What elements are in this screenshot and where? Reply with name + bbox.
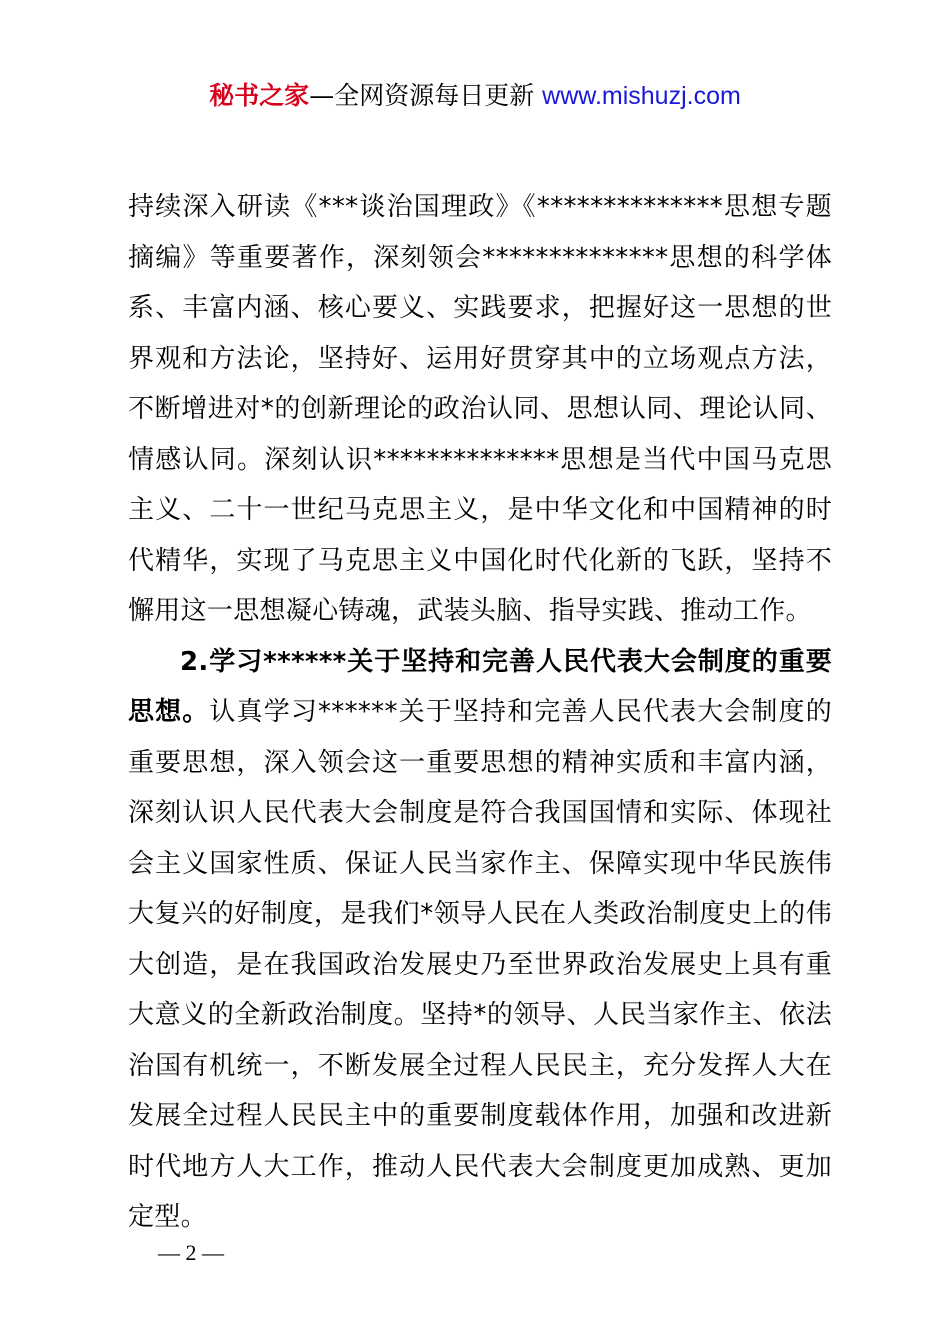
section-heading: 2.学习******关于坚持和完善人民代表大会制度的重要思想。 [128,646,832,727]
paragraph-1: 持续深入研读《***谈治国理政》《**************思想专题摘编》等重要著作，深刻领会**************思想的科学体系、丰富内涵、核心要义、实践要求，把握好这一思想的世界观和方法论，坚持好、运用好贯穿其中的立场观点方法，不断增进对*的创新理论的政治认同、思想认同、理论认同、情感认同。深刻认识**************思想是当代中国马克思主义、二十一世纪马克思主义，是中华文化和中国精神的时代精华，实现了马克思主义中国化时代化新的飞跃，坚持不懈用这一思想凝心铸魂，武装头脑、指导实践、推动工作。 [128,192,832,626]
site-tagline: —全网资源每日更新 [309,81,535,110]
site-url-link[interactable]: www.mishuzj.com [542,82,741,110]
site-name: 秘书之家 [209,81,310,110]
paragraph-2-body: 认真学习******关于坚持和完善人民代表大会制度的重要思想，深入领会这一重要思想的精神实质和丰富内涵，深刻认识人民代表大会制度是符合我国国情和实际、体现社会主义国家性质、保证人民当家作主、保障实现中华民族伟大复兴的好制度，是我们*领导人民在人类政治制度史上的伟大创造，是在我国政治发展史乃至世界政治发展史上具有重大意义的全新政治制度。坚持*的领导、人民当家作主、依法治国有机统一，不断发展全过程人民民主，充分发挥人大在发展全过程人民民主中的重要制度载体作用，加强和改进新时代地方人大工作，推动人民代表大会制度更加成熟、更加定型。 [128,697,832,1232]
document-body [128,182,832,1243]
page-number: — 2 — [158,1240,224,1265]
paragraph-2 [128,637,832,1243]
page-header [0,78,950,114]
